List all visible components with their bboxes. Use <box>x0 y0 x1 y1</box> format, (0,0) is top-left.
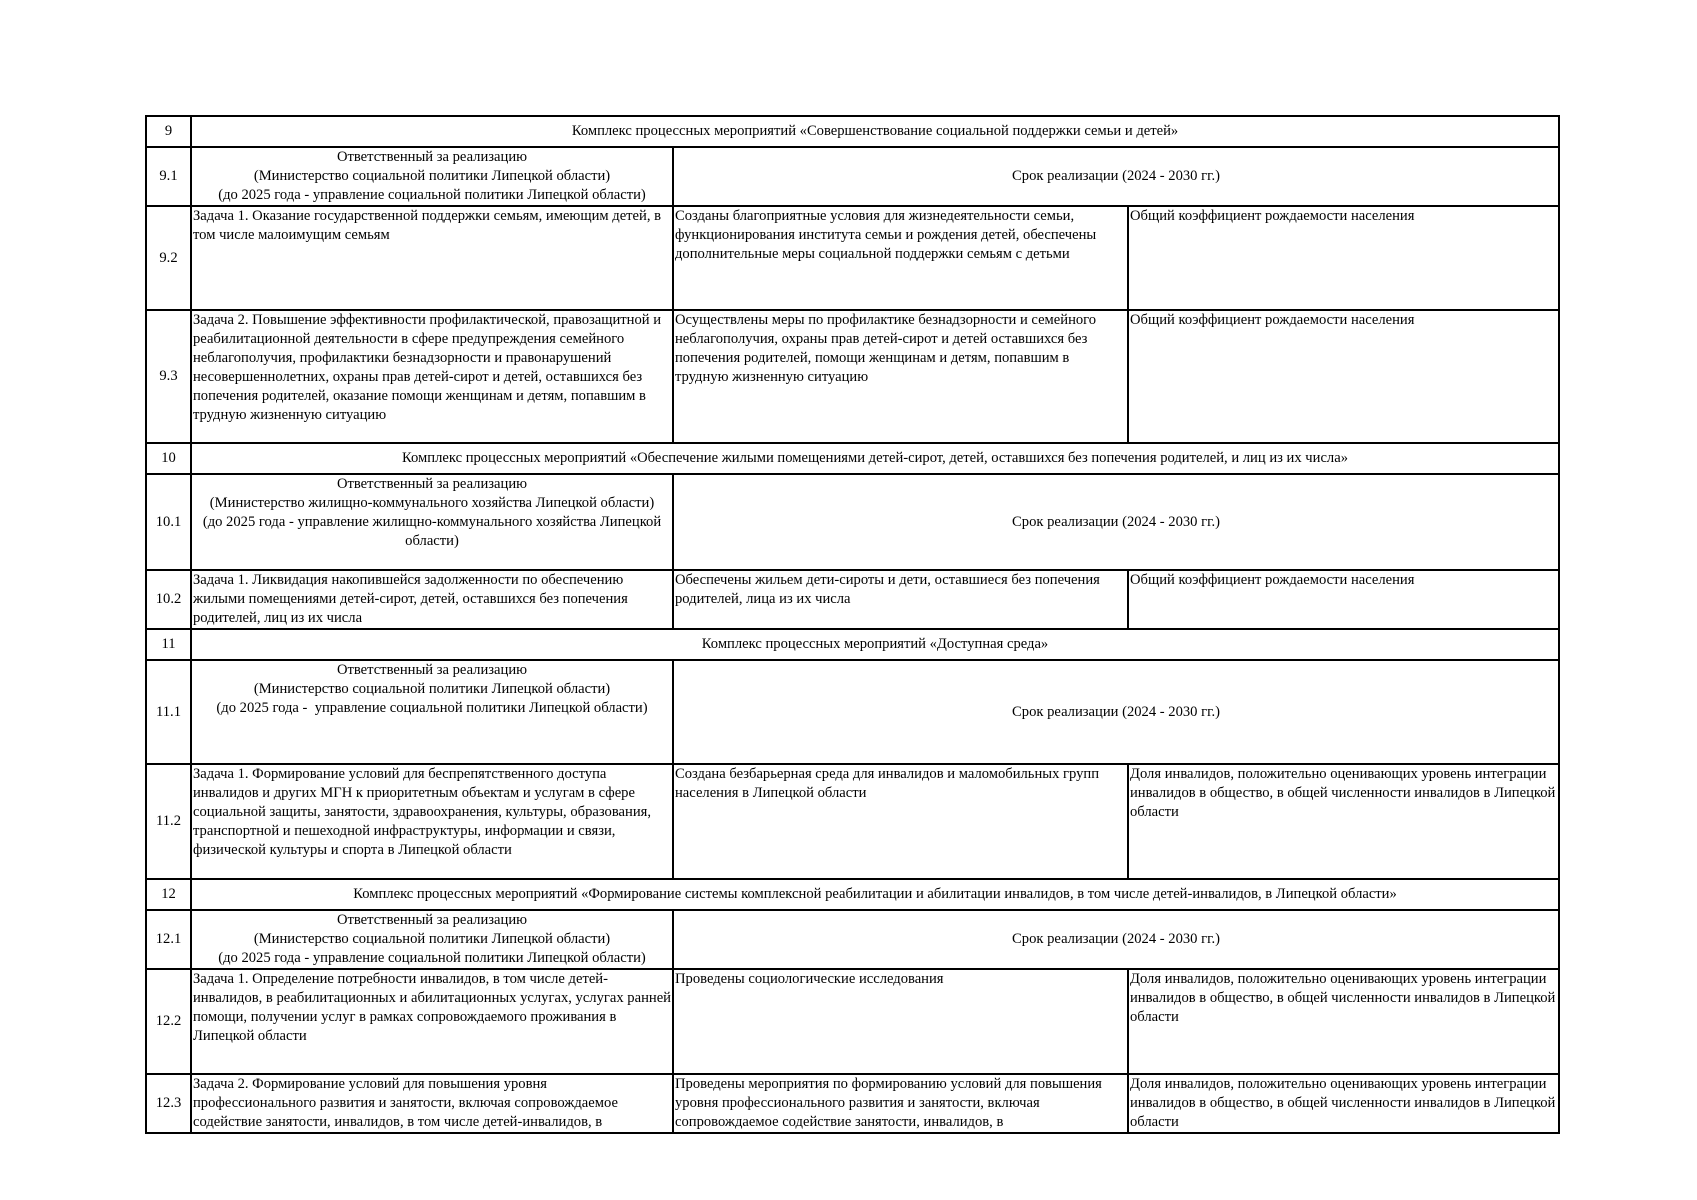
task-row <box>146 764 1559 879</box>
task-cell: Задача 1. Ликвидация накопившейся задолженности по обеспечению жилыми помещениями детей-сирот, детей, оставшихся без попечения родителей, лиц из их числа <box>191 570 673 629</box>
row-number: 11.2 <box>146 764 191 879</box>
task-row <box>146 1074 1559 1133</box>
indicator-cell: Доля инвалидов, положительно оценивающих уровень интеграции инвалидов в общество, в общей численности инвалидов в Липецкой области <box>1128 764 1559 879</box>
result-cell: Созданы благоприятные условия для жизнедеятельности семьи, функционирования института семьи и рождения детей, обеспечены дополнительные меры социальной поддержки семьям с детьми <box>673 206 1128 310</box>
indicator-cell: Общий коэффициент рождаемости населения <box>1128 206 1559 310</box>
section-title: Комплекс процессных мероприятий «Обеспечение жилыми помещениями детей-сирот, детей, оставшихся без попечения родителей, и лиц из их числа» <box>191 443 1559 474</box>
indicator-cell: Общий коэффициент рождаемости населения <box>1128 570 1559 629</box>
task-row <box>146 969 1559 1074</box>
task-cell: Задача 1. Формирование условий для беспрепятственного доступа инвалидов и других МГН к приоритетным объектам и услугам в сфере социальной защиты, занятости, здравоохранения, культуры, образования, транспортной и пешеходной инфраструктуры, информации и связи, физической культуры и спорта в Липецкой области <box>191 764 673 879</box>
row-number: 11.1 <box>146 660 191 764</box>
section-title: Комплекс процессных мероприятий «Формирование системы комплексной реабилитации и абилитации инвалидов, в том числе детей-инвалидов, в Липецкой области» <box>191 879 1559 910</box>
term-cell: Срок реализации (2024 - 2030 гг.) <box>673 660 1559 764</box>
task-cell: Задача 1. Оказание государственной поддержки семьям, имеющим детей, в том числе малоимущим семьям <box>191 206 673 310</box>
section-title: Комплекс процессных мероприятий «Доступная среда» <box>191 629 1559 660</box>
task-row <box>146 206 1559 310</box>
responsible-row <box>146 474 1559 570</box>
row-number: 11 <box>146 629 191 660</box>
task-cell: Задача 1. Определение потребности инвалидов, в том числе детей-инвалидов, в реабилитационных и абилитационных услугах, услугах ранней помощи, получении услуг в рамках сопровождаемого проживания в Липецкой области <box>191 969 673 1074</box>
indicator-cell: Доля инвалидов, положительно оценивающих уровень интеграции инвалидов в общество, в общей численности инвалидов в Липецкой области <box>1128 1074 1559 1133</box>
row-number: 9 <box>146 116 191 147</box>
row-number: 9.2 <box>146 206 191 310</box>
row-number: 10 <box>146 443 191 474</box>
row-number: 12.1 <box>146 910 191 969</box>
program-table <box>145 115 1560 1134</box>
indicator-cell: Общий коэффициент рождаемости населения <box>1128 310 1559 443</box>
row-number: 9.1 <box>146 147 191 206</box>
responsible-row <box>146 660 1559 764</box>
responsible-cell: Ответственный за реализацию (Министерство социальной политики Липецкой области) (до 2025 года - управление социальной политики Липецкой области) <box>191 660 673 764</box>
section-title: Комплекс процессных мероприятий «Совершенствование социальной поддержки семьи и детей» <box>191 116 1559 147</box>
section-row <box>146 879 1559 910</box>
result-cell: Проведены социологические исследования <box>673 969 1128 1074</box>
task-cell: Задача 2. Формирование условий для повышения уровня профессионального развития и занятости, включая сопровождаемое содействие занятости, инвалидов, в том числе детей-инвалидов, в <box>191 1074 673 1133</box>
responsible-cell: Ответственный за реализацию (Министерство социальной политики Липецкой области) (до 2025 года - управление социальной политики Липецкой области) <box>191 910 673 969</box>
row-number: 9.3 <box>146 310 191 443</box>
section-row <box>146 443 1559 474</box>
responsible-row <box>146 910 1559 969</box>
row-number: 12.2 <box>146 969 191 1074</box>
responsible-cell: Ответственный за реализацию (Министерство жилищно-коммунального хозяйства Липецкой области) (до 2025 года - управление жилищно-коммунального хозяйства Липецкой области) <box>191 474 673 570</box>
responsible-row <box>146 147 1559 206</box>
result-cell: Осуществлены меры по профилактике безнадзорности и семейного неблагополучия, охраны прав детей-сирот и детей оставшихся без попечения родителей, помощи женщинам и детям, попавшим в трудную жизненную ситуацию <box>673 310 1128 443</box>
row-number: 12.3 <box>146 1074 191 1133</box>
result-cell: Проведены мероприятия по формированию условий для повышения уровня профессионального развития и занятости, включая сопровождаемое содействие занятости, инвалидов, в <box>673 1074 1128 1133</box>
term-cell: Срок реализации (2024 - 2030 гг.) <box>673 474 1559 570</box>
term-cell: Срок реализации (2024 - 2030 гг.) <box>673 147 1559 206</box>
section-row <box>146 116 1559 147</box>
term-cell: Срок реализации (2024 - 2030 гг.) <box>673 910 1559 969</box>
task-row <box>146 310 1559 443</box>
task-cell: Задача 2. Повышение эффективности профилактической, правозащитной и реабилитационной деятельности в сфере предупреждения семейного неблагополучия, профилактики безнадзорности и правонарушений несовершеннолетних, охраны прав детей-сирот и детей, оставшихся без попечения родителей, оказание помощи женщинам и детям, попавшим в трудную жизненную ситуацию <box>191 310 673 443</box>
section-row <box>146 629 1559 660</box>
row-number: 12 <box>146 879 191 910</box>
row-number: 10.1 <box>146 474 191 570</box>
result-cell: Создана безбарьерная среда для инвалидов и маломобильных групп населения в Липецкой области <box>673 764 1128 879</box>
responsible-cell: Ответственный за реализацию (Министерство социальной политики Липецкой области) (до 2025 года - управление социальной политики Липецкой области) <box>191 147 673 206</box>
row-number: 10.2 <box>146 570 191 629</box>
result-cell: Обеспечены жильем дети-сироты и дети, оставшиеся без попечения родителей, лица из их числа <box>673 570 1128 629</box>
indicator-cell: Доля инвалидов, положительно оценивающих уровень интеграции инвалидов в общество, в общей численности инвалидов в Липецкой области <box>1128 969 1559 1074</box>
task-row <box>146 570 1559 629</box>
